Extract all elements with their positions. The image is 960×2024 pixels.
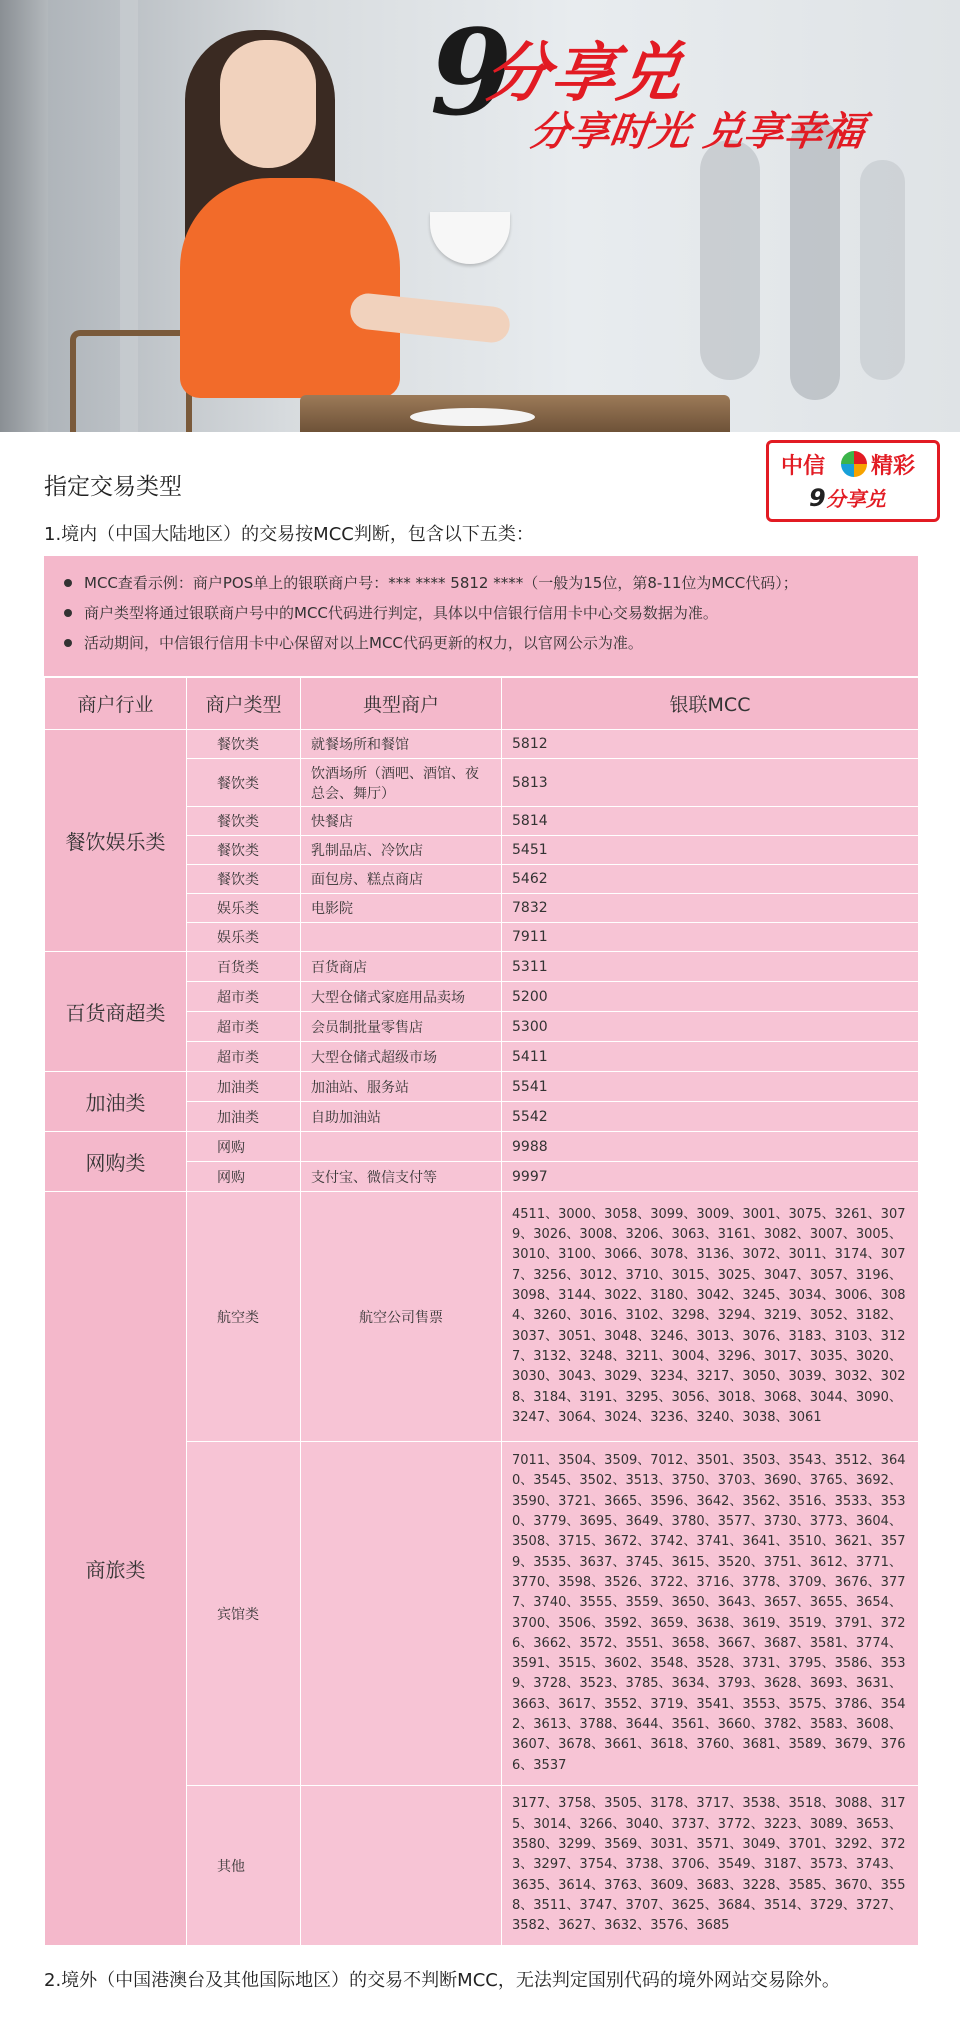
mcc-cell: 5462 (502, 865, 919, 894)
table-row (45, 952, 919, 982)
mcc-cell: 5200 (502, 982, 919, 1012)
slogan-number: 9 (430, 3, 513, 142)
brand-badge (766, 440, 940, 522)
woman-face (220, 40, 316, 168)
mcc-cell: 9997 (502, 1162, 919, 1192)
badge-sub-number: 9 (809, 484, 826, 512)
mcc-cell: 5814 (502, 807, 919, 836)
mcc-table (44, 677, 919, 1946)
mcc-cell: 7011、3504、3509、7012、3501、3503、3543、3512、3640、3545、3502、3513、3750、3703、3690、3765、3692、3590、3721、3665、3596、3642、3562、3516、3533、3530、3779、3695、3649、3780、3577、3730、3773、3604、3508、3715、3672、3742、3741、3641、3510、3621、3579、3535、3637、3745、3615、3520、3751、3612、3771、3770、3598、3526、3722、3716、3778、3709、3676、3777、3740、3555、3559、3650、3643、3657、3655、3654、3700、3506、3592、3659、3638、3619、3519、3791、3726、3662、3572、3551、3658、3667、3687、3581、3774、3591、3515、3602、3548、3528、3731、3795、3586、3539、3728、3523、3785、3634、3793、3628、3693、3631、3663、3617、3552、3719、3541、3553、3575、3786、3542、3613、3788、3644、3561、3660、3782、3583、3608、3607、3678、3661、3618、3760、3681、3589、3679、3766、3537 (502, 1442, 919, 1786)
industry-cell: 商旅类 (45, 1192, 187, 1946)
industry-cell: 餐饮娱乐类 (45, 730, 187, 952)
merchant-cell: 就餐场所和餐馆 (301, 730, 502, 759)
slogan (420, 3, 940, 160)
hero-banner (0, 0, 960, 432)
coffee-cup-icon (430, 212, 510, 264)
merchant-cell: 会员制批量零售店 (301, 1012, 502, 1042)
type-cell: 娱乐类 (187, 923, 301, 952)
type-cell: 餐饮类 (187, 759, 301, 807)
window-frame (0, 0, 48, 432)
chair (70, 330, 192, 432)
merchant-cell (301, 1442, 502, 1786)
merchant-cell: 乳制品店、冷饮店 (301, 836, 502, 865)
merchant-cell: 加油站、服务站 (301, 1072, 502, 1102)
industry-cell: 百货商超类 (45, 952, 187, 1072)
type-cell: 餐饮类 (187, 807, 301, 836)
mcc-cell: 3177、3758、3505、3178、3717、3538、3518、3088、3175、3014、3266、3040、3737、3772、3223、3089、3653、3580、3299、3569、3031、3571、3049、3701、3292、3723、3297、3754、3738、3706、3549、3187、3573、3743、3635、3614、3763、3609、3683、3228、3585、3670、3558、3511、3747、3707、3625、3684、3514、3729、3727、3582、3627、3632、3576、3685 (502, 1786, 919, 1946)
mcc-cell: 5300 (502, 1012, 919, 1042)
table-header-row (45, 678, 919, 730)
footer-note: 2.境外（中国港澳台及其他国际地区）的交易不判断MCC，无法判定国别代码的境外网站交易除外。 (44, 1970, 840, 1991)
badge-sub (809, 483, 886, 512)
header-mcc: 银联MCC (502, 678, 919, 730)
table-row (45, 1192, 919, 1442)
type-cell: 加油类 (187, 1102, 301, 1132)
merchant-cell: 面包房、糕点商店 (301, 865, 502, 894)
merchant-cell: 支付宝、微信支付等 (301, 1162, 502, 1192)
notes-list (44, 556, 918, 658)
type-cell: 餐饮类 (187, 836, 301, 865)
mcc-cell: 5542 (502, 1102, 919, 1132)
industry-cell: 网购类 (45, 1132, 187, 1192)
mcc-cell: 4511、3000、3058、3099、3009、3001、3075、3261、3079、3026、3008、3206、3063、3161、3082、3007、3005、3010、3100、3066、3078、3136、3072、3011、3174、3077、3256、3012、3710、3015、3025、3047、3057、3196、3098、3144、3022、3180、3042、3245、3034、3006、3084、3260、3016、3102、3298、3294、3219、3052、3182、3037、3051、3048、3246、3013、3076、3183、3103、3127、3132、3248、3211、3004、3296、3017、3035、3020、3030、3043、3029、3234、3217、3050、3039、3032、3028、3184、3191、3295、3056、3018、3068、3044、3090、3247、3064、3024、3236、3240、3038、3061 (502, 1192, 919, 1442)
badge-sub-text: 分享兑 (825, 487, 886, 511)
type-cell: 超市类 (187, 1012, 301, 1042)
type-cell: 加油类 (187, 1072, 301, 1102)
mcc-cell: 7832 (502, 894, 919, 923)
merchant-cell: 电影院 (301, 894, 502, 923)
merchant-cell (301, 1132, 502, 1162)
woman-body (180, 178, 400, 398)
section-title: 指定交易类型 (44, 474, 182, 500)
header-industry: 商户行业 (45, 678, 187, 730)
brand-right: 精彩 (871, 454, 916, 479)
type-cell: 网购 (187, 1132, 301, 1162)
type-cell: 其他 (187, 1786, 301, 1946)
header-merchant: 典型商户 (301, 678, 502, 730)
mcc-cell: 5451 (502, 836, 919, 865)
merchant-cell: 百货商店 (301, 952, 502, 982)
mcc-cell: 9988 (502, 1132, 919, 1162)
type-cell: 餐饮类 (187, 730, 301, 759)
background-figure (790, 120, 840, 400)
merchant-cell (301, 1786, 502, 1946)
type-cell: 餐饮类 (187, 865, 301, 894)
table-row (45, 1072, 919, 1102)
mcc-cell: 5813 (502, 759, 919, 807)
type-cell: 超市类 (187, 982, 301, 1012)
merchant-cell: 快餐店 (301, 807, 502, 836)
industry-cell: 加油类 (45, 1072, 187, 1132)
slogan-subtitle: 分享时光 兑享幸福 (526, 109, 868, 155)
mcc-cell: 5812 (502, 730, 919, 759)
note-item: 商户类型将通过银联商户号中的MCC代码进行判定，具体以中信银行信用卡中心交易数据为准。 (84, 598, 918, 628)
type-cell: 宾馆类 (187, 1442, 301, 1786)
saucer (410, 408, 535, 426)
merchant-cell: 饮酒场所（酒吧、酒馆、夜总会、舞厅） (301, 759, 502, 807)
type-cell: 娱乐类 (187, 894, 301, 923)
mcc-cell: 7911 (502, 923, 919, 952)
note-item: MCC查看示例：商户POS单上的银联商户号：*** **** 5812 ****（一般为15位，第8-11位为MCC代码）； (84, 568, 918, 598)
intro-text: 1.境内（中国大陆地区）的交易按MCC判断，包含以下五类： (44, 524, 534, 545)
header-type: 商户类型 (187, 678, 301, 730)
citic-logo-icon (841, 451, 867, 477)
type-cell: 航空类 (187, 1192, 301, 1442)
background-figure (860, 160, 905, 380)
mcc-cell: 5541 (502, 1072, 919, 1102)
mcc-cell: 5411 (502, 1042, 919, 1072)
merchant-cell: 大型仓储式家庭用品卖场 (301, 982, 502, 1012)
merchant-cell: 大型仓储式超级市场 (301, 1042, 502, 1072)
type-cell: 百货类 (187, 952, 301, 982)
background-figure (700, 140, 760, 380)
merchant-cell: 自助加油站 (301, 1102, 502, 1132)
type-cell: 网购 (187, 1162, 301, 1192)
merchant-cell: 航空公司售票 (301, 1192, 502, 1442)
type-cell: 超市类 (187, 1042, 301, 1072)
notes-box (44, 556, 918, 676)
table-row (45, 1132, 919, 1162)
table-row (45, 730, 919, 759)
note-item: 活动期间，中信银行信用卡中心保留对以上MCC代码更新的权力，以官网公示为准。 (84, 628, 918, 658)
brand-left: 中信 (781, 454, 826, 479)
slogan-title: 分享兑 (480, 37, 690, 111)
mcc-cell: 5311 (502, 952, 919, 982)
merchant-cell (301, 923, 502, 952)
